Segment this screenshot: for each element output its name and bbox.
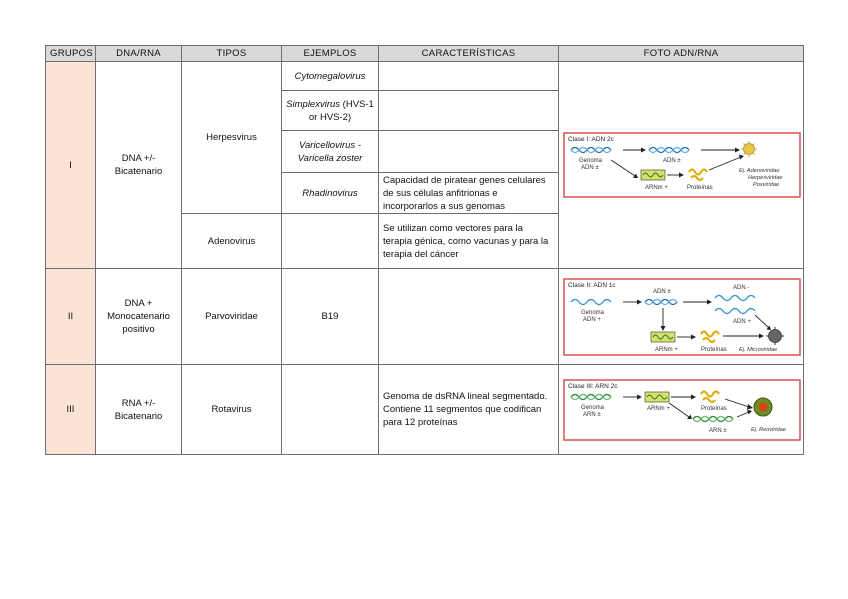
virion-icon	[744, 144, 755, 155]
nucleic-acid-line: Monocatenario	[107, 311, 170, 322]
diagram-title: Clase II: ADN 1c	[568, 281, 616, 289]
example-label: Ej. Microviridae	[739, 346, 778, 353]
example-line: Varicella zoster	[297, 152, 363, 164]
header-foto: FOTO ADN/RNA	[559, 46, 804, 62]
nucleic-acid-line: RNA +/-	[121, 397, 156, 409]
genome-label: ADN ±	[581, 165, 599, 171]
group-ii-nucleic-acid	[96, 269, 182, 365]
example-empty	[282, 365, 379, 455]
header-caracteristicas: CARACTERÍSTICAS	[379, 46, 559, 62]
nucleic-acid-line: DNA +	[124, 298, 153, 309]
protein-label: Proteínas	[701, 405, 727, 412]
header-grupos: GRUPOS	[46, 46, 96, 62]
class-i-diagram	[563, 132, 801, 198]
genome-label: Genoma	[581, 309, 605, 316]
virion-core-icon	[759, 402, 768, 411]
diagram-cell-class-ii	[559, 269, 804, 365]
virion-icon	[769, 329, 782, 342]
tipo-rotavirus: Rotavirus	[182, 365, 282, 455]
caract-empty	[379, 269, 559, 365]
tipo-parvoviridae: Parvoviridae	[182, 269, 282, 365]
dna-label: ADN +	[733, 318, 751, 325]
example-label: Herpesviridae	[748, 175, 783, 181]
group-iii-nucleic-acid	[96, 365, 182, 455]
tipo-adenovirus: Adenovirus	[182, 214, 282, 269]
caract-empty	[379, 131, 559, 173]
dna-label: ADN ±	[663, 158, 681, 164]
example-italic: Simplexvirus	[286, 98, 341, 110]
mrna-label: ARNm +	[645, 185, 668, 191]
group-i-nucleic-acid	[96, 62, 182, 269]
example-label: Ej. Reoviridae	[751, 426, 786, 433]
mrna-label: ARNm +	[647, 405, 670, 412]
caract-empty	[379, 62, 559, 91]
example-empty	[282, 214, 379, 269]
virus-classification-table	[45, 45, 804, 455]
nucleic-acid-line: positivo	[122, 324, 155, 335]
group-iii-cell: III	[46, 365, 96, 455]
example-line: Varicellovirus -	[299, 139, 361, 151]
header-dna-rna: DNA/RNA	[96, 46, 182, 62]
rna-label: ARN ±	[709, 427, 727, 434]
caract-rotavirus: Genoma de dsRNA lineal segmentado. Contiene 11 segmentos que codifican para 12 proteínas	[379, 365, 559, 455]
diagram-cell-class-iii	[559, 365, 804, 455]
caract-adenovirus: Se utilizan como vectores para la terapia génica, como vacunas y para la terapia del cáncer	[379, 214, 559, 269]
table-row	[46, 365, 804, 455]
example-label: Ej. Adenoviridae	[739, 168, 780, 174]
nucleic-acid-line: Bicatenario	[114, 166, 163, 177]
nucleic-acid-line: Bicatenario	[114, 410, 163, 422]
example-varicellovirus	[282, 131, 379, 173]
genome-label: ARN ±	[583, 411, 601, 418]
dna-label: ADN -	[733, 284, 750, 291]
example-rest: (HVS-1 or HVS-2)	[308, 98, 374, 123]
class-ii-diagram	[563, 278, 801, 356]
nucleic-acid-line: DNA +/-	[121, 153, 156, 164]
diagram-title: Clase III: ARN 2c	[568, 382, 618, 390]
diagram-cell-class-i	[559, 62, 804, 269]
example-rhadinovirus: Rhadinovirus	[282, 173, 379, 214]
example-b19: B19	[282, 269, 379, 365]
mrna-label: ARNm +	[655, 346, 678, 353]
example-label: Poxviridae	[753, 182, 780, 188]
genome-label: Genoma	[581, 404, 605, 411]
header-row	[46, 46, 804, 62]
caract-empty	[379, 91, 559, 131]
protein-label: Proteínas	[701, 346, 727, 353]
table-row	[46, 62, 804, 91]
genome-label: Genoma	[579, 158, 603, 164]
protein-label: Proteínas	[687, 185, 713, 191]
diagram-title: Clase I: ADN 2c	[568, 136, 614, 143]
dna-label: ADN ±	[653, 288, 671, 295]
group-i-cell: I	[46, 62, 96, 269]
tipo-herpesvirus: Herpesvirus	[182, 62, 282, 214]
group-ii-cell: II	[46, 269, 96, 365]
header-ejemplos: EJEMPLOS	[282, 46, 379, 62]
caract-rhadinovirus: Capacidad de piratear genes celulares de sus células anfitrionas e incorporarlos a sus genomas	[379, 173, 559, 214]
example-simplexvirus	[282, 91, 379, 131]
class-iii-diagram	[563, 379, 801, 441]
example-cytomegalovirus: Cytomegalovirus	[282, 62, 379, 91]
genome-label: ADN +	[583, 316, 601, 323]
header-tipos: TIPOS	[182, 46, 282, 62]
table-row	[46, 269, 804, 365]
